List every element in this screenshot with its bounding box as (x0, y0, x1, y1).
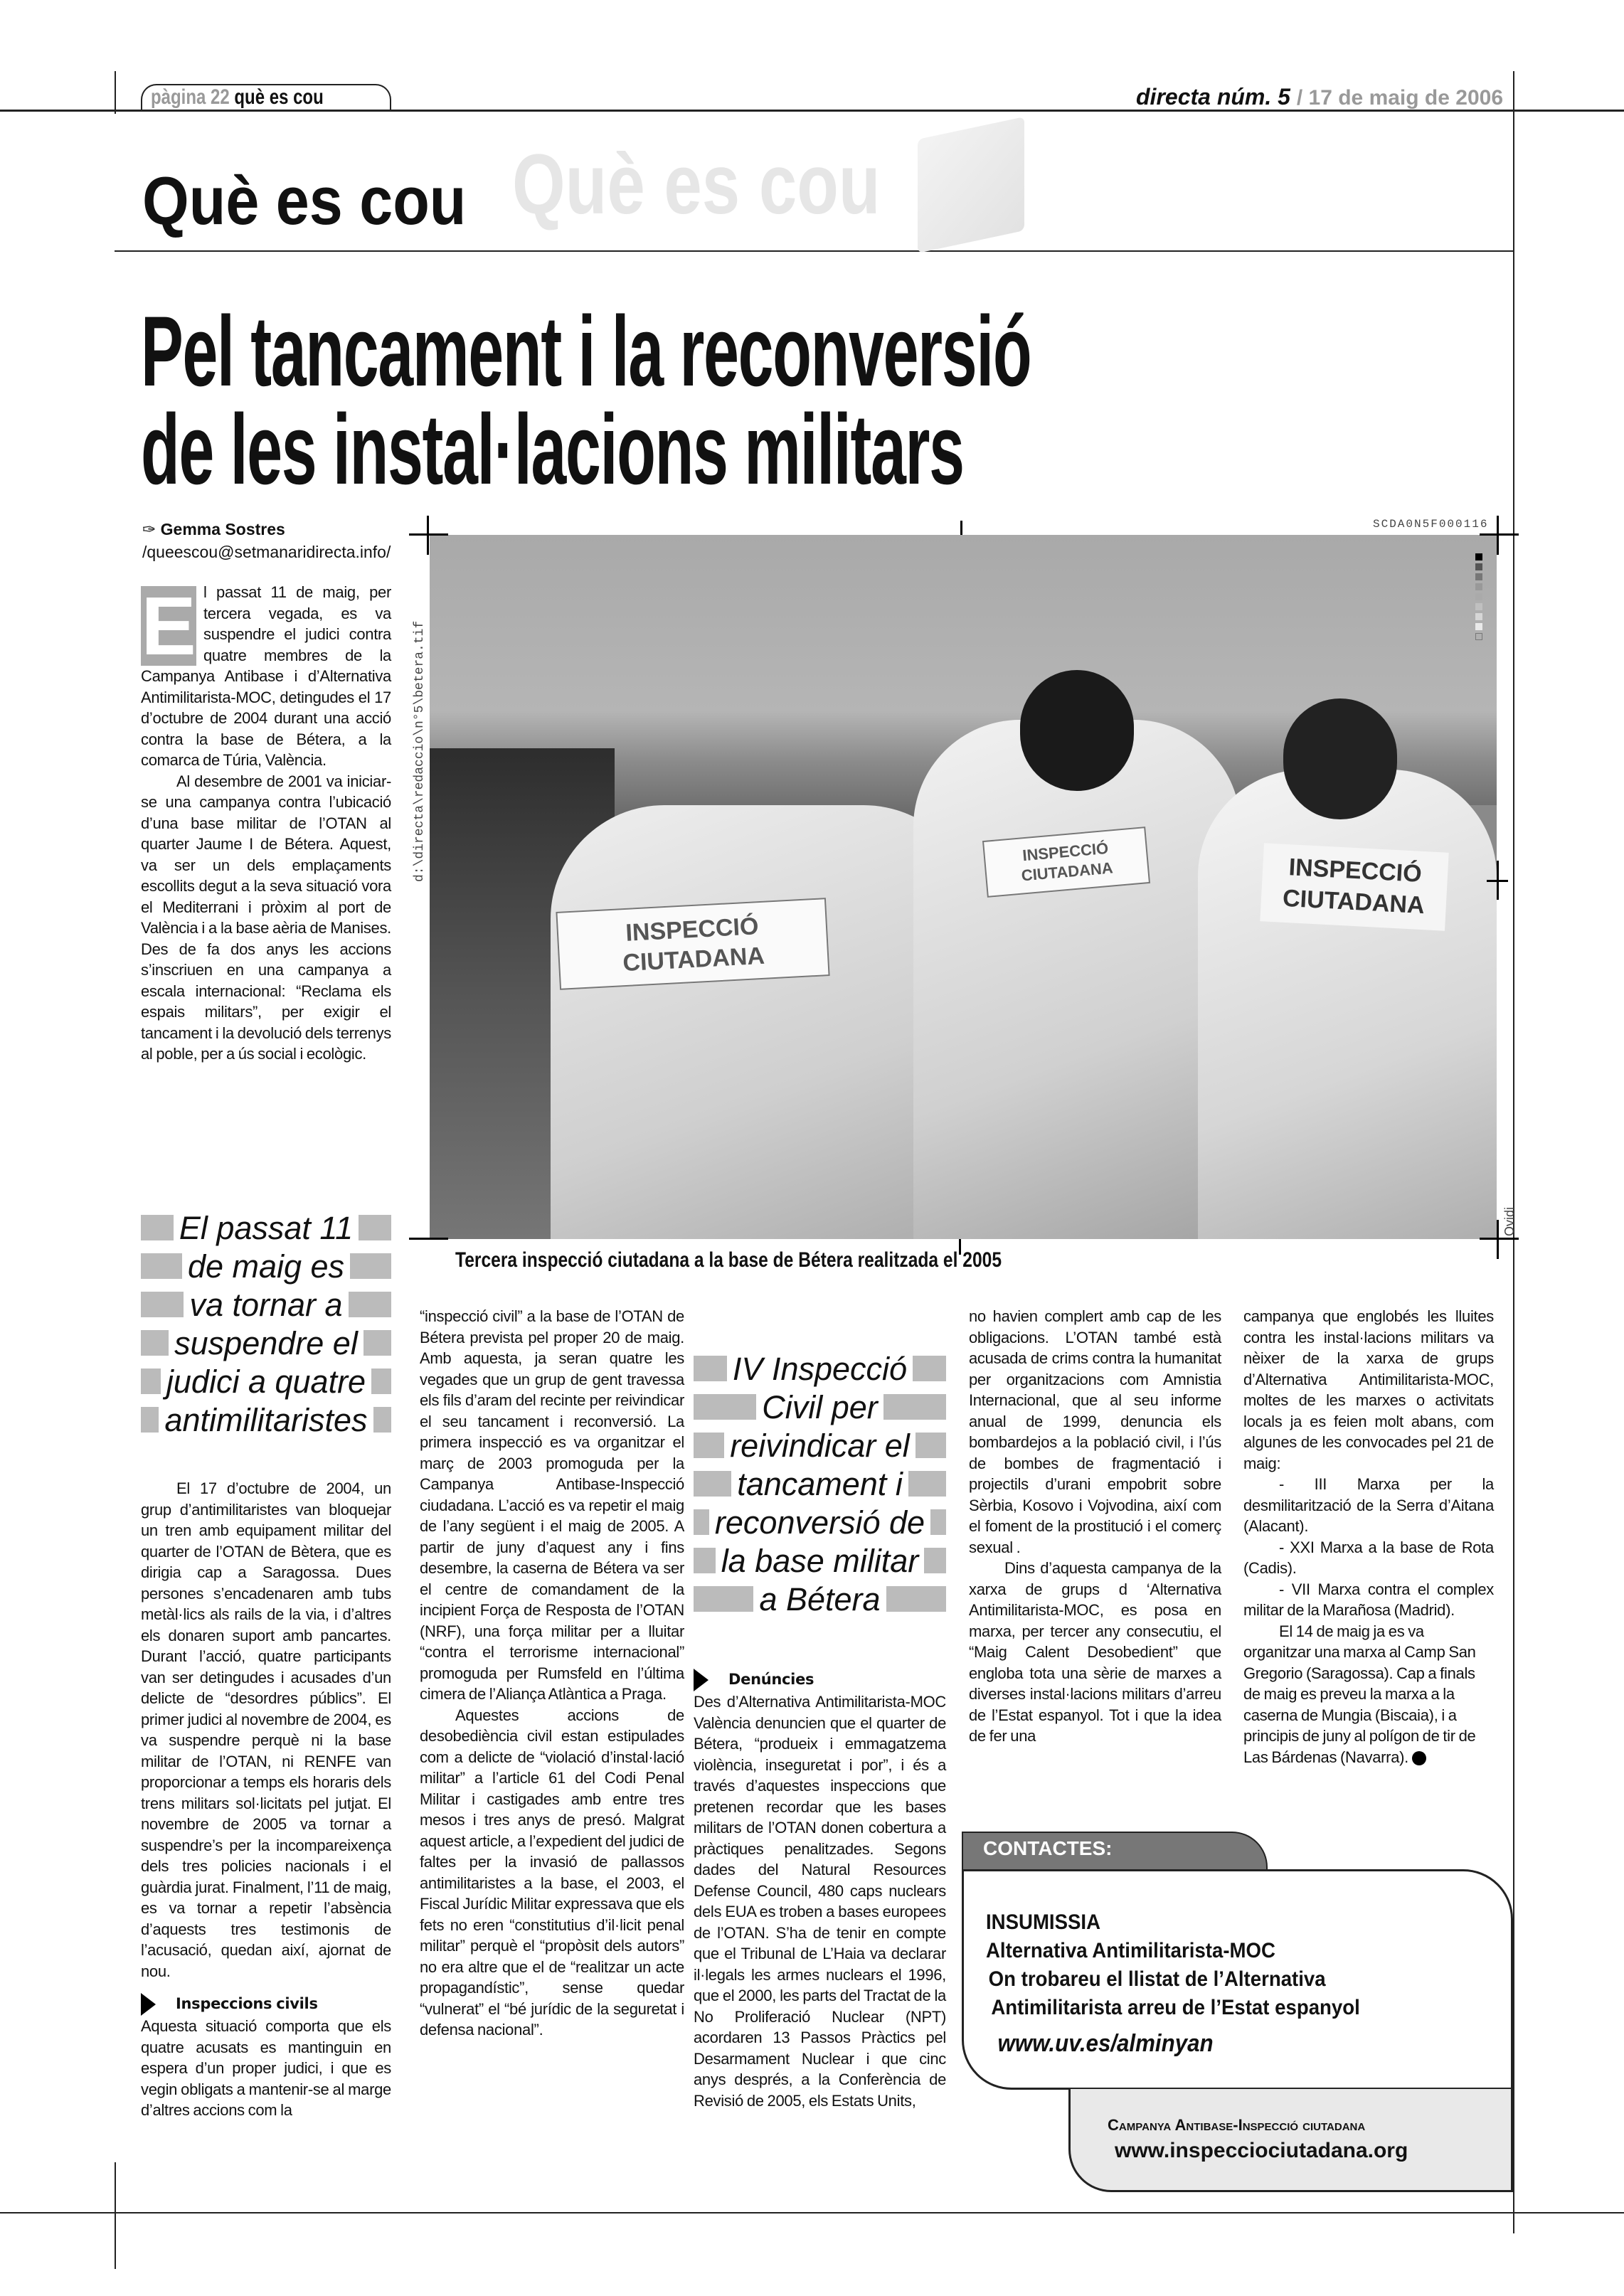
triangle-bullet-icon (694, 1669, 708, 1691)
campaign-url[interactable]: www.inspecciociutadana.org (1115, 2139, 1408, 2162)
person-3 (1198, 770, 1497, 1239)
crop-mark (427, 516, 429, 555)
footer-rule (0, 2212, 1624, 2213)
section-ghost-title: Què es cou (512, 137, 881, 232)
headline-line-1: Pel tancament i la reconversió (141, 295, 1031, 407)
section-title: Què es cou (142, 163, 467, 239)
col3-paragraph-1: Des d’Alternativa Antimilitarista-MOC València denuncien que el quarter de Bétera, “produeix i emmagatzema violència, inseguretat i por”, i és a través d’aquestes inspeccions que pretenen recordar que les bases militars de l’OTAN donen cobertura a pràctiques penalitzades. Segons dades del Natural Resources Defense Council, 480 caps nuclears dels EUA es troben a bases europees de l’OTAN. S’ha de tenir en compte que el Tribunal de L’Haia va declarar il·legals les armes nuclears el 1996, que el 2000, les parts del Tractat de la No Proliferació Nuclear (NPT) acordaren 13 Passos Pràctics pel Desarmament Nuclear i que cinc anys després, a la Conferència de Revisió de 2005, els Estats Units, (694, 1693, 946, 2110)
sign-1: INSPECCIÓ CIUTADANA (556, 898, 829, 990)
march-item: - XXI Marxa a la base de Rota (Cadis). (1243, 1538, 1494, 1577)
article-photo (430, 535, 1497, 1239)
photo-code: SCDA0N5F000116 (1373, 518, 1489, 531)
col2-paragraph-2: Aquestes accions de desobediència civil estan estipulades com a delicte de “violació d’instal·lació militar” a l’article 61 del Codi Penal Militar i castigades amb entre tres mesos i tres anys de presó. Malgrat aquest article, a l’expedient del judici de faltes per la invasió de pallassos antimilitaristes a la base, el 2003, el Fiscal Jurídic Militar expressava que els fets no eren “constitutius d’il·licit penal militar” perquè el “propòsit dels autors” no era altre que el de “realitzar un acte propagandístic”, sense quedar “vulnerat” el “bé jurídic de la seguretat i defensa nacional”. (420, 1706, 684, 2039)
contacts-box (962, 1832, 1517, 2194)
col4-paragraph-1: no havien complert amb cap de les obligacions. L’OTAN també està acusada de crims contra la humanitat per organitzacions com Amnistia Internacional, que al seu informe anual de 1999, denuncia els bombardejos a la població civil, i l’ús de bombes de fragmentació i projectils d’urani empobrit sobre Sèrbia, Kosovo i Vojvodina, així com el foment de la prostitució i el comerç sexual . (969, 1307, 1221, 1556)
crop-mark (1480, 1238, 1519, 1240)
march-item: - III Marxa per la desmilitarització de la Serra d’Aitana (Alacant). (1243, 1475, 1494, 1535)
person-2 (913, 720, 1241, 1239)
color-calibration-strip (1475, 553, 1482, 640)
column-3 (694, 1657, 946, 2111)
col5-paragraph-2: El 14 de maig ja es va organitzar una marxa al Camp San Gregorio (Saragossa). Cap a finals de maig es preveu la marxa a la caserna de Mungia (Biscaia), i a principis de juny al polígon de tir de Las Bárdenas (Navarra). (1243, 1622, 1476, 1766)
subhead-denuncies: Denúncies (694, 1669, 946, 1691)
column-1 (141, 1478, 391, 2121)
sign-2: INSPECCIÓ CIUTADANA (982, 827, 1150, 898)
column-2 (420, 1306, 684, 2041)
col4-paragraph-2: Dins d’aquesta campanya de la xarxa de grups d ‘Alternativa Antimilitarista-MOC, es posa en marxa, per tercer any consecutiu, el “Maig Calent Desobedient” que engloba tota una sèrie de marxes a diverses instal·lacions militars d’arreu de l’Estat espanyol. Tot i que la idea de fer una (969, 1559, 1221, 1745)
contact-desc-2: Antimilitarista arreu de l’Estat espanyol (991, 1996, 1360, 2019)
section-name: què es cou (234, 85, 324, 109)
col1-paragraph-1: El 17 d’octubre de 2004, un grup d’antimilitaristes van bloquejar un tren amb equipament militar del quarter de l’OTAN de Bètera, que es dirigia cap a Saragossa. Dues persones s’encadenaren amb tubs metàl·lics als rails de la via, i d’altres els donaren suport amb pancartes. Durant l’acció, quatre participants van ser detingudes i acusades d’un delicte de “desordres públics”. El primer judici al novembre de 2004, es va suspendre perquè ni la base militar de l’OTAN, ni RENFE van proporcionar a temps els horaris dels trens militars sol·licitats pel jutjat. El novembre de 2005 va tornar a suspendre’s per la incompareixença dels tres policies nacionals i el guàrdia jurat. Finalment, l’11 de maig, es va tornar a repetir l’absència d’aquests tres testimonis de l’acusació, quedan així, ajornat de nou. (141, 1479, 391, 1980)
photo-credit: Ovidi (1502, 1206, 1517, 1236)
contacts-tab-label: CONTACTES: (983, 1837, 1113, 1859)
column-4 (969, 1306, 1221, 1747)
left-margin-rule-bottom (115, 2162, 116, 2269)
drop-cap: E (141, 580, 196, 672)
photo-file-path: d:\directa\redaccio\n°5\betera.tif (413, 620, 427, 882)
paper-issue: directa núm. 5 (1136, 84, 1290, 110)
subhead-inspeccions: Inspeccions civils (141, 1993, 391, 2016)
intro-paragraph-2: Al desembre de 2001 va iniciar-se una campanya contra l’ubicació d’una base militar de l’OTAN al quarter Jaume I de Bétera. Aquest, va ser un dels emplaçaments escollits degut a la seva situació vora el Mediterrani i pròxim al port de València i a la base aèria de Manises. Des de fa dos anys les accions s’inscriuen en una campanya a escala internacional: “Reclama els espais militars”, per exigir el tancament i la devolució dels terrenys al poble, per a ús social i ecològic. (141, 772, 391, 1063)
march-item: - VII Marxa contra el complex militar de la Marañosa (Madrid). (1243, 1580, 1494, 1619)
issue-info (1136, 84, 1503, 110)
pen-icon: ✑ (142, 520, 161, 538)
pull-quote-1: El passat 11 de maig es va tornar a suspendre el judici a quatre antimilitaristes (141, 1209, 391, 1440)
headline (141, 295, 1532, 505)
contact-url-1[interactable]: www.uv.es/alminyan (997, 2030, 1214, 2057)
column-5 (1243, 1306, 1494, 1768)
col2-paragraph-1: “inspecció civil” a la base de l’OTAN de Bétera prevista pel proper 20 de maig. Amb aquesta, ja seran quatre les vegades que un grup de gent travessa els fils d’aram del recinte per reivindicar el seu tancament i reconversió. La primera inspecció es va organitzar el març de 2003 promoguda per la Campanya Antibase-Inspecció ciudadana. L’acció es va repetir el maig de l’any següent i el maig de 2005. A partir de juny d’aquest any i fins desembre, la caserna de Bétera va ser el centre de comandament de la incipient Força de Resposta de l’OTAN (NRF), una força militar per a lluitar “contra el terrorisme internacional” promoguda per Rumsfeld en l’última cimera de l’Aliança Atlàntica a Praga. (420, 1307, 684, 1703)
crop-mark (409, 1238, 448, 1240)
col1-paragraph-2: Aquesta situació comporta que els quatre acusats es mantinguin en espera d’un proper judici, i que es vegin obligats a mantenir-se al marge d’altres accions com la (141, 2017, 391, 2119)
col5-paragraph-1: campanya que englobés les lluites contra les instal·lacions militars va nèixer de la xarxa de grups d’Alternativa Antimilitarista-MOC, moltes de les marxes o activitats locals ja es feien molt abans, com algunes de les convocades pel 21 de maig: (1243, 1307, 1494, 1472)
photo-caption: Tercera inspecció ciutadana a la base de Bétera realitzada el 2005 (455, 1248, 1002, 1272)
contact-desc-1: On trobareu el llistat de l’Alternativa (988, 1967, 1326, 1991)
intro-paragraph-1: l passat 11 de maig, per tercera vegada, es va suspendre el judici contra quatre membres de la Campanya Antibase i d’Alternativa Antimilitarista-MOC, detingudes el 17 d’octubre de 2004 durant una acció contra la base de Bétera, a la comarca de Túria, València. (141, 583, 391, 769)
page-number: pàgina 22 (151, 85, 230, 109)
campaign-name: Campanya Antibase-Inspecció ciutadana (1108, 2116, 1366, 2134)
headline-line-2: de les instal·lacions militars (141, 393, 964, 505)
section-rule (115, 250, 1514, 252)
intro-text (141, 582, 391, 1065)
triangle-bullet-icon (141, 1993, 156, 2016)
contact-org-2: Alternativa Antimilitarista-MOC (986, 1939, 1275, 1962)
issue-date: / 17 de maig de 2006 (1296, 86, 1503, 110)
crop-mark (960, 521, 962, 535)
left-margin-rule-top (115, 71, 116, 114)
crop-mark (1480, 533, 1519, 536)
author-email[interactable]: /queescou@setmanaridirecta.info/ (142, 543, 391, 561)
pull-quote-2: IV Inspecció Civil per reivindicar el tancament i reconversió de la base militar a Bétera (694, 1350, 946, 1619)
crop-mark (1487, 880, 1508, 882)
page-label (151, 85, 324, 110)
byline (142, 518, 391, 563)
author: Gemma Sostres (160, 520, 285, 538)
crop-mark (1497, 1220, 1499, 1259)
crop-mark (1497, 516, 1499, 555)
sign-3: INSPECCIÓ CIUTADANA (1260, 843, 1448, 930)
contact-org-1: INSUMISSIA (986, 1910, 1101, 1934)
end-mark-icon (1412, 1751, 1426, 1765)
brick-icon (918, 117, 1024, 253)
